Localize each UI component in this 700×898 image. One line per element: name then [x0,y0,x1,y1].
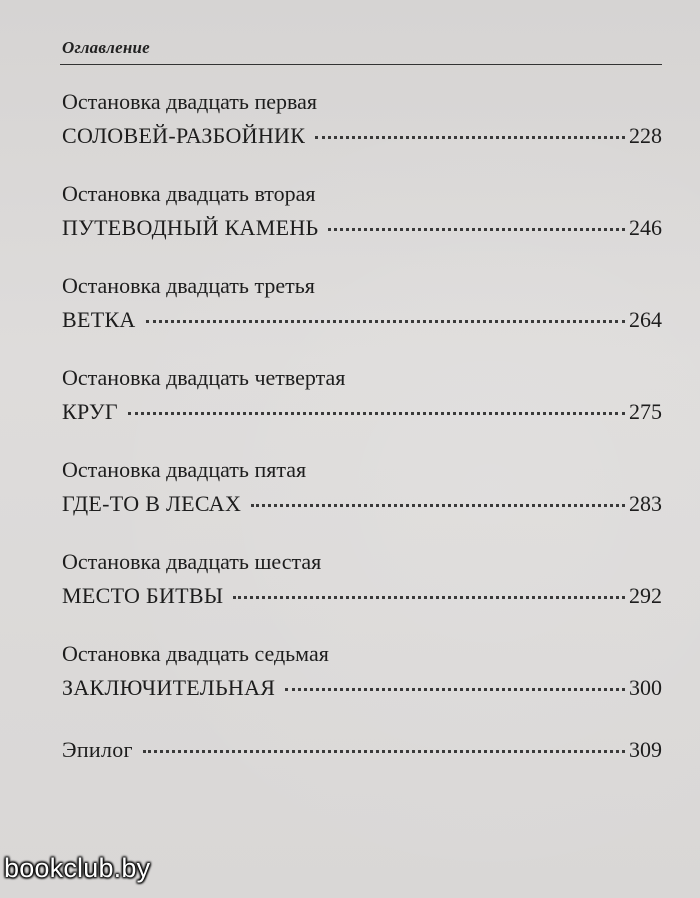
toc-entry-title: ГДЕ-ТО В ЛЕСАХ [62,491,242,516]
toc-entry [62,178,662,270]
toc-entry-line [62,670,662,706]
dot-leader [146,320,625,323]
toc-entry-subtitle: Остановка двадцать шестая [62,549,322,574]
toc-entry [62,362,662,454]
toc-entry-line [62,578,662,614]
dot-leader [315,136,625,139]
toc-entry [62,546,662,638]
toc-entry-line [62,302,662,338]
toc-entry-subtitle: Остановка двадцать седьмая [62,641,329,666]
dot-leader [328,228,625,231]
toc-entry-page: 246 [629,215,662,240]
toc-entry-subtitle: Остановка двадцать пятая [62,457,307,482]
toc-heading: Оглавление [62,38,150,57]
toc-entry [62,638,662,730]
toc-entry-title: ВЕТКА [62,307,136,332]
toc-entry-subtitle: Остановка двадцать первая [62,89,317,114]
toc-entry-page: 283 [629,491,662,516]
toc-entry-page: 292 [629,583,662,608]
dot-leader [285,688,625,691]
toc-epilog-page: 309 [629,737,662,762]
toc-entry-title: ЗАКЛЮЧИТЕЛЬНАЯ [62,675,276,700]
toc-entry-line [62,394,662,430]
toc-entry-line [62,118,662,154]
dot-leader [143,750,625,753]
toc-entry-line [62,210,662,246]
dot-leader [233,596,625,599]
toc-entry-page: 264 [629,307,662,332]
toc-epilog-line [62,732,662,768]
toc-entry-title: КРУГ [62,399,118,424]
toc-entry-title: МЕСТО БИТВЫ [62,583,224,608]
table-of-contents [62,86,662,768]
toc-entry [62,86,662,178]
toc-entry-subtitle: Остановка двадцать четвертая [62,365,346,390]
toc-entry-line [62,486,662,522]
toc-entry [62,270,662,362]
watermark-text: bookclub.by [4,853,151,883]
toc-entry [62,454,662,546]
toc-entry-page: 228 [629,123,662,148]
header-divider [60,64,662,65]
toc-entry-page: 300 [629,675,662,700]
toc-entry-title: ПУТЕВОДНЫЙ КАМЕНЬ [62,215,319,240]
dot-leader [251,504,625,507]
toc-entry-page: 275 [629,399,662,424]
toc-entry-subtitle: Остановка двадцать вторая [62,181,316,206]
toc-entry-title: СОЛОВЕЙ-РАЗБОЙНИК [62,123,306,148]
dot-leader [128,412,625,415]
toc-epilog-title: Эпилог [62,737,133,762]
toc-entry-subtitle: Остановка двадцать третья [62,273,315,298]
